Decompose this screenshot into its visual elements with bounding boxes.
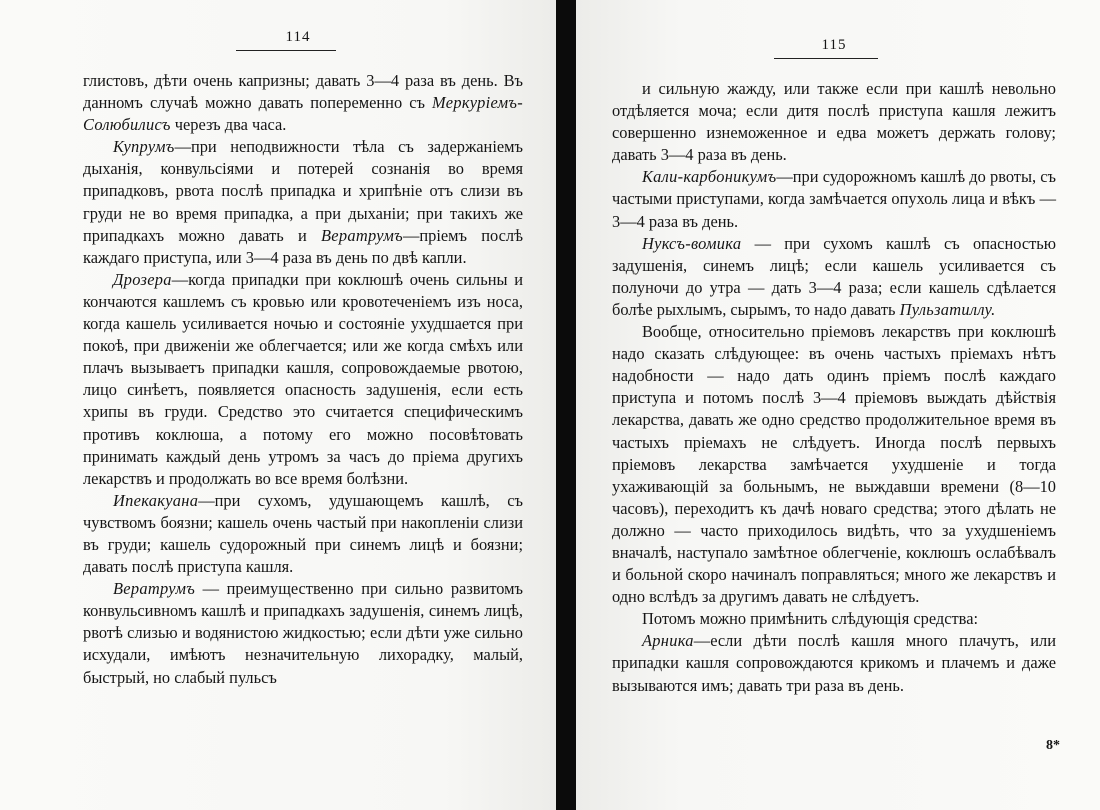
text-run: —при неподвижности тѣла съ задержаніемъ дыханія, конвульсіями и потерей сознанія во время припадковъ, рвота послѣ припадка и хрипѣніе отъ слизи въ груди не во время припадка, а при дыханіи; при такихъ же припадкахъ можно давать и	[83, 137, 523, 245]
text-run: Потомъ можно примѣнить слѣдующія средства:	[642, 609, 979, 629]
paragraph	[83, 136, 523, 269]
text-run: —пріемъ послѣ каждаго приступа, или 3—4 раза въ день по двѣ капли.	[83, 225, 523, 267]
remedy-name: Вератрумъ	[113, 579, 196, 599]
remedy-name: Вератрумъ	[320, 225, 403, 245]
paragraph	[612, 233, 1056, 321]
paragraph	[83, 578, 523, 688]
page-body	[83, 70, 523, 689]
text-run: глистовъ, дѣти очень капризны; давать 3—4 раза въ день. Въ данномъ случаѣ можно давать попеременно съ	[83, 71, 523, 113]
paragraph	[612, 166, 1056, 232]
page-number-rule	[774, 58, 878, 59]
paragraph	[83, 269, 523, 490]
paragraph	[83, 490, 523, 578]
text-run: Вообще, относительно пріемовъ лекарствъ при коклюшѣ надо сказать слѣдующее: въ очень частыхъ пріемахъ нѣтъ надобности — надо дать одинъ пріемъ послѣ каждаго приступа и потомъ послѣ 3—4 пріемовъ выждать дѣйствія лекарства, давать же одно средство продолжительное время въ частыхъ пріемахъ не слѣдуетъ. Иногда послѣ первыхъ пріемовъ лекарства замѣчается ухудшеніе и тогда ухаживающій за больнымъ, не выждавши времени (8—10 часовъ), переходитъ къ дачѣ новаго средства; этого дѣлать не должно — часто приходилось видѣть, что за ухудшеніемъ вначалѣ, наступало замѣтное облегченіе, коклюшъ ослабѣвалъ и больной скоро начиналъ поправляться; много же лекарствъ и одно вслѣдъ за другимъ давать не слѣдуетъ.	[612, 322, 1056, 607]
remedy-name: Кали-карбоникумъ	[642, 167, 777, 187]
paragraph	[612, 608, 1056, 630]
signature-mark: 8*	[1046, 738, 1060, 753]
text-run: — при сухомъ кашлѣ съ опасностью задушенія, синемъ лицѣ; если кашель усиливается съ полуночи до утра — дать 3—4 раза; если кашель сдѣлается болѣе рыхлымъ, сырымъ, то надо давать	[612, 233, 1056, 319]
remedy-name: Нуксъ-вомика	[642, 233, 742, 253]
paragraph	[612, 321, 1056, 608]
book-gutter	[556, 0, 576, 810]
page-number: 114	[285, 29, 311, 45]
text-run: —при сухомъ, удушающемъ кашлѣ, съ чувствомъ боязни; кашель очень частый при накопленіи слизи въ груди; кашель судорожный при синемъ лицѣ и боязни; давать послѣ приступа кашля.	[83, 490, 523, 577]
page-body	[612, 78, 1056, 697]
remedy-name: Дрозера	[113, 269, 172, 289]
text-run: и сильную жажду, или также если при кашлѣ невольно отдѣляется моча; если дитя послѣ приступа кашля лежитъ совершенно изнеможенное и едва можетъ держать голову; давать 3—4 раза въ день.	[612, 79, 1056, 165]
remedy-name: Ипекакуана	[113, 490, 199, 510]
remedy-name: Купрумъ	[113, 137, 175, 157]
right-page	[576, 0, 1100, 810]
page-number-rule	[236, 50, 336, 51]
text-run: —если дѣти послѣ кашля много плачутъ, или припадки кашля сопровождаются крикомъ и плачемъ и даже вызываются имъ; давать три раза въ день.	[612, 631, 1056, 695]
page-number: 115	[821, 37, 847, 53]
text-run: черезъ два часа.	[170, 115, 287, 135]
remedy-name: Пульзатиллу.	[899, 299, 996, 319]
remedy-name: Меркуріемъ-Солюбилисъ	[83, 93, 523, 135]
paragraph	[612, 78, 1056, 166]
paragraph	[612, 630, 1056, 696]
remedy-name: Арника	[642, 631, 694, 651]
text-run: — преимущественно при сильно развитомъ конвульсивномъ кашлѣ и припадкахъ задушенія, синемъ лицѣ, рвотѣ слизью и водянистою жидкостью; если дѣти уже сильно исхудали, имѣютъ незначительную лихорадку, малый, быстрый, но слабый пульсъ	[83, 579, 523, 687]
paragraph	[83, 70, 523, 136]
text-run: —при судорожномъ кашлѣ до рвоты, съ частыми приступами, когда замѣчается опухоль лица и вѣкъ — 3—4 раза въ день.	[612, 167, 1056, 231]
text-run: —когда припадки при коклюшѣ очень сильны и кончаются кашлемъ съ кровью или кровотеченіемъ изъ носа, когда кашель усиливается ночью и состояніе ухудшается при покоѣ, при движеніи же облегчается; или же когда смѣхъ или плачъ вызываетъ припадки кашля, сопровождаемые рвотою, лицо синѣетъ, появляется опасность задушенія, если есть хрипы въ груди. Средство это считается специфическимъ противъ коклюша, а потому его можно посовѣтовать принимать каждый день утромъ за часъ до пріема другихъ лекарствъ и продолжать во все время болѣзни.	[83, 269, 523, 488]
